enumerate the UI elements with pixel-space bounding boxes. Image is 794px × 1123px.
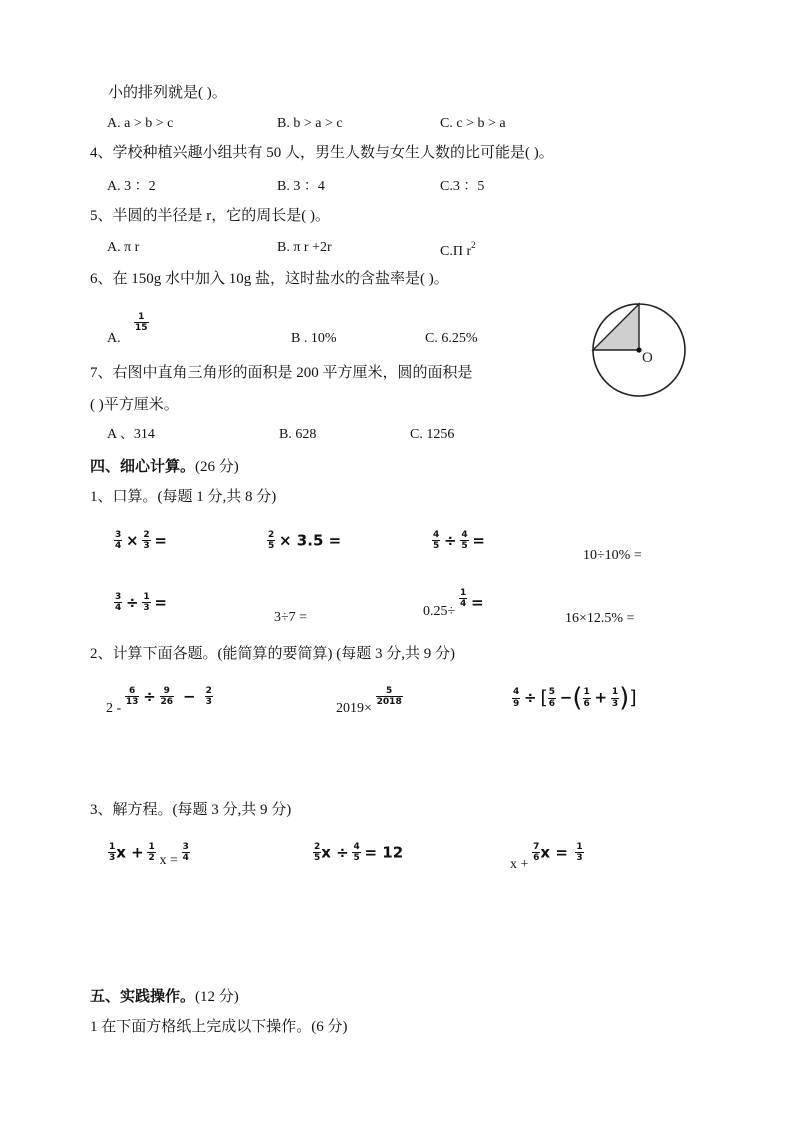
equation-3: x + $\frac{7}{6}$ x = $\frac{1}{3}$ [510,842,583,872]
q6-option-a: A. [107,331,121,346]
section5-part1-title: 1 在下面方格纸上完成以下操作。(6 分) [90,1019,348,1035]
q6-option-a-fraction: $\frac{1}{15}$ [135,312,148,334]
q3-option-a: A. a > b > c [107,116,174,131]
q7-text-line1: 7、右图中直角三角形的面积是 200 平方厘米，圆的面积是 [90,365,473,381]
q5-text: 5、半圆的半径是 r，它的周长是( )。 [90,208,330,224]
section4-part2-title: 2、计算下面各题。(能简算的要简算) (每题 3 分,共 9 分) [90,646,455,662]
section4-part3-title: 3、解方程。(每题 3 分,共 9 分) [90,802,292,818]
q3-option-c: C. c > b > a [440,116,506,131]
q6-text: 6、在 150g 水中加入 10g 盐，这时盐水的含盐率是( )。 [90,271,449,287]
oral-expr-1: $\frac{3}{4}$ × $\frac{2}{3}$ = [115,530,167,552]
oral-expr-8: 16×12.5% = [565,611,635,626]
q4-option-a: A. 3 ：2 [107,179,156,194]
q7-option-a: A 、314 [107,427,155,442]
equation-2: $\frac{2}{5}$ x ÷ $\frac{4}{5}$ = 12 [314,842,404,864]
q7-option-c: C. 1256 [410,427,455,442]
oral-expr-6: 3÷7 = [274,610,308,625]
center-label: O [642,350,653,366]
oral-expr-4: 10÷10% = [583,548,642,563]
q6-option-c: C. 6.25% [425,331,478,346]
center-point [636,347,641,352]
equation-1: $\frac{1}{3}$ x + $\frac{1}{2}$ x = $\frac{3}{4}$ [109,842,189,868]
q5-option-b: B. π r +2r [277,240,332,255]
circle-triangle-figure [588,302,690,398]
oral-expr-2: $\frac{2}{5}$ × 3.5 = [268,530,342,552]
section4-part1-title: 1、口算。(每题 1 分,共 8 分) [90,489,277,505]
q7-option-b: B. 628 [279,427,317,442]
oral-expr-5: $\frac{3}{4}$ ÷ $\frac{1}{3}$ = [115,592,167,614]
section5-heading: 五、实践操作。(12 分) [90,989,239,1005]
calc-expr-1: 2 - $\frac{6}{13}$ ÷ $\frac{9}{26}$ − $\frac{2}{3}$ [106,686,212,716]
q5-option-c: C.Π $r^2$ [440,240,476,259]
q5-option-a: A. π r [107,240,140,255]
calc-expr-2: 2019× $\frac{5}{2018}$ [336,686,402,716]
oral-expr-7: 0.25÷ $\frac{1}{4}$ = [423,588,484,619]
calc-expr-3: $\frac{4}{9}$ ÷ [ $\frac{5}{6}$ −( $\frac{1}{6}$ + $\frac{1}{3}$ )] [513,683,637,713]
q4-text: 4、学校种植兴趣小组共有 50 人，男生人数与女生人数的比可能是( )。 [90,145,554,161]
q6-option-b: B . 10% [291,331,337,346]
q3-continuation: 小的排列就是( )。 [108,85,227,101]
q4-option-b: B. 3 ：4 [277,179,325,194]
section4-heading: 四、细心计算。(26 分) [90,459,239,475]
q4-option-c: C.3 ：5 [440,179,485,194]
q7-text-line2: ( )平方厘米。 [90,397,179,413]
oral-expr-3: $\frac{4}{5}$ ÷ $\frac{4}{5}$ = [433,530,485,552]
q3-option-b: B. b > a > c [277,116,343,131]
